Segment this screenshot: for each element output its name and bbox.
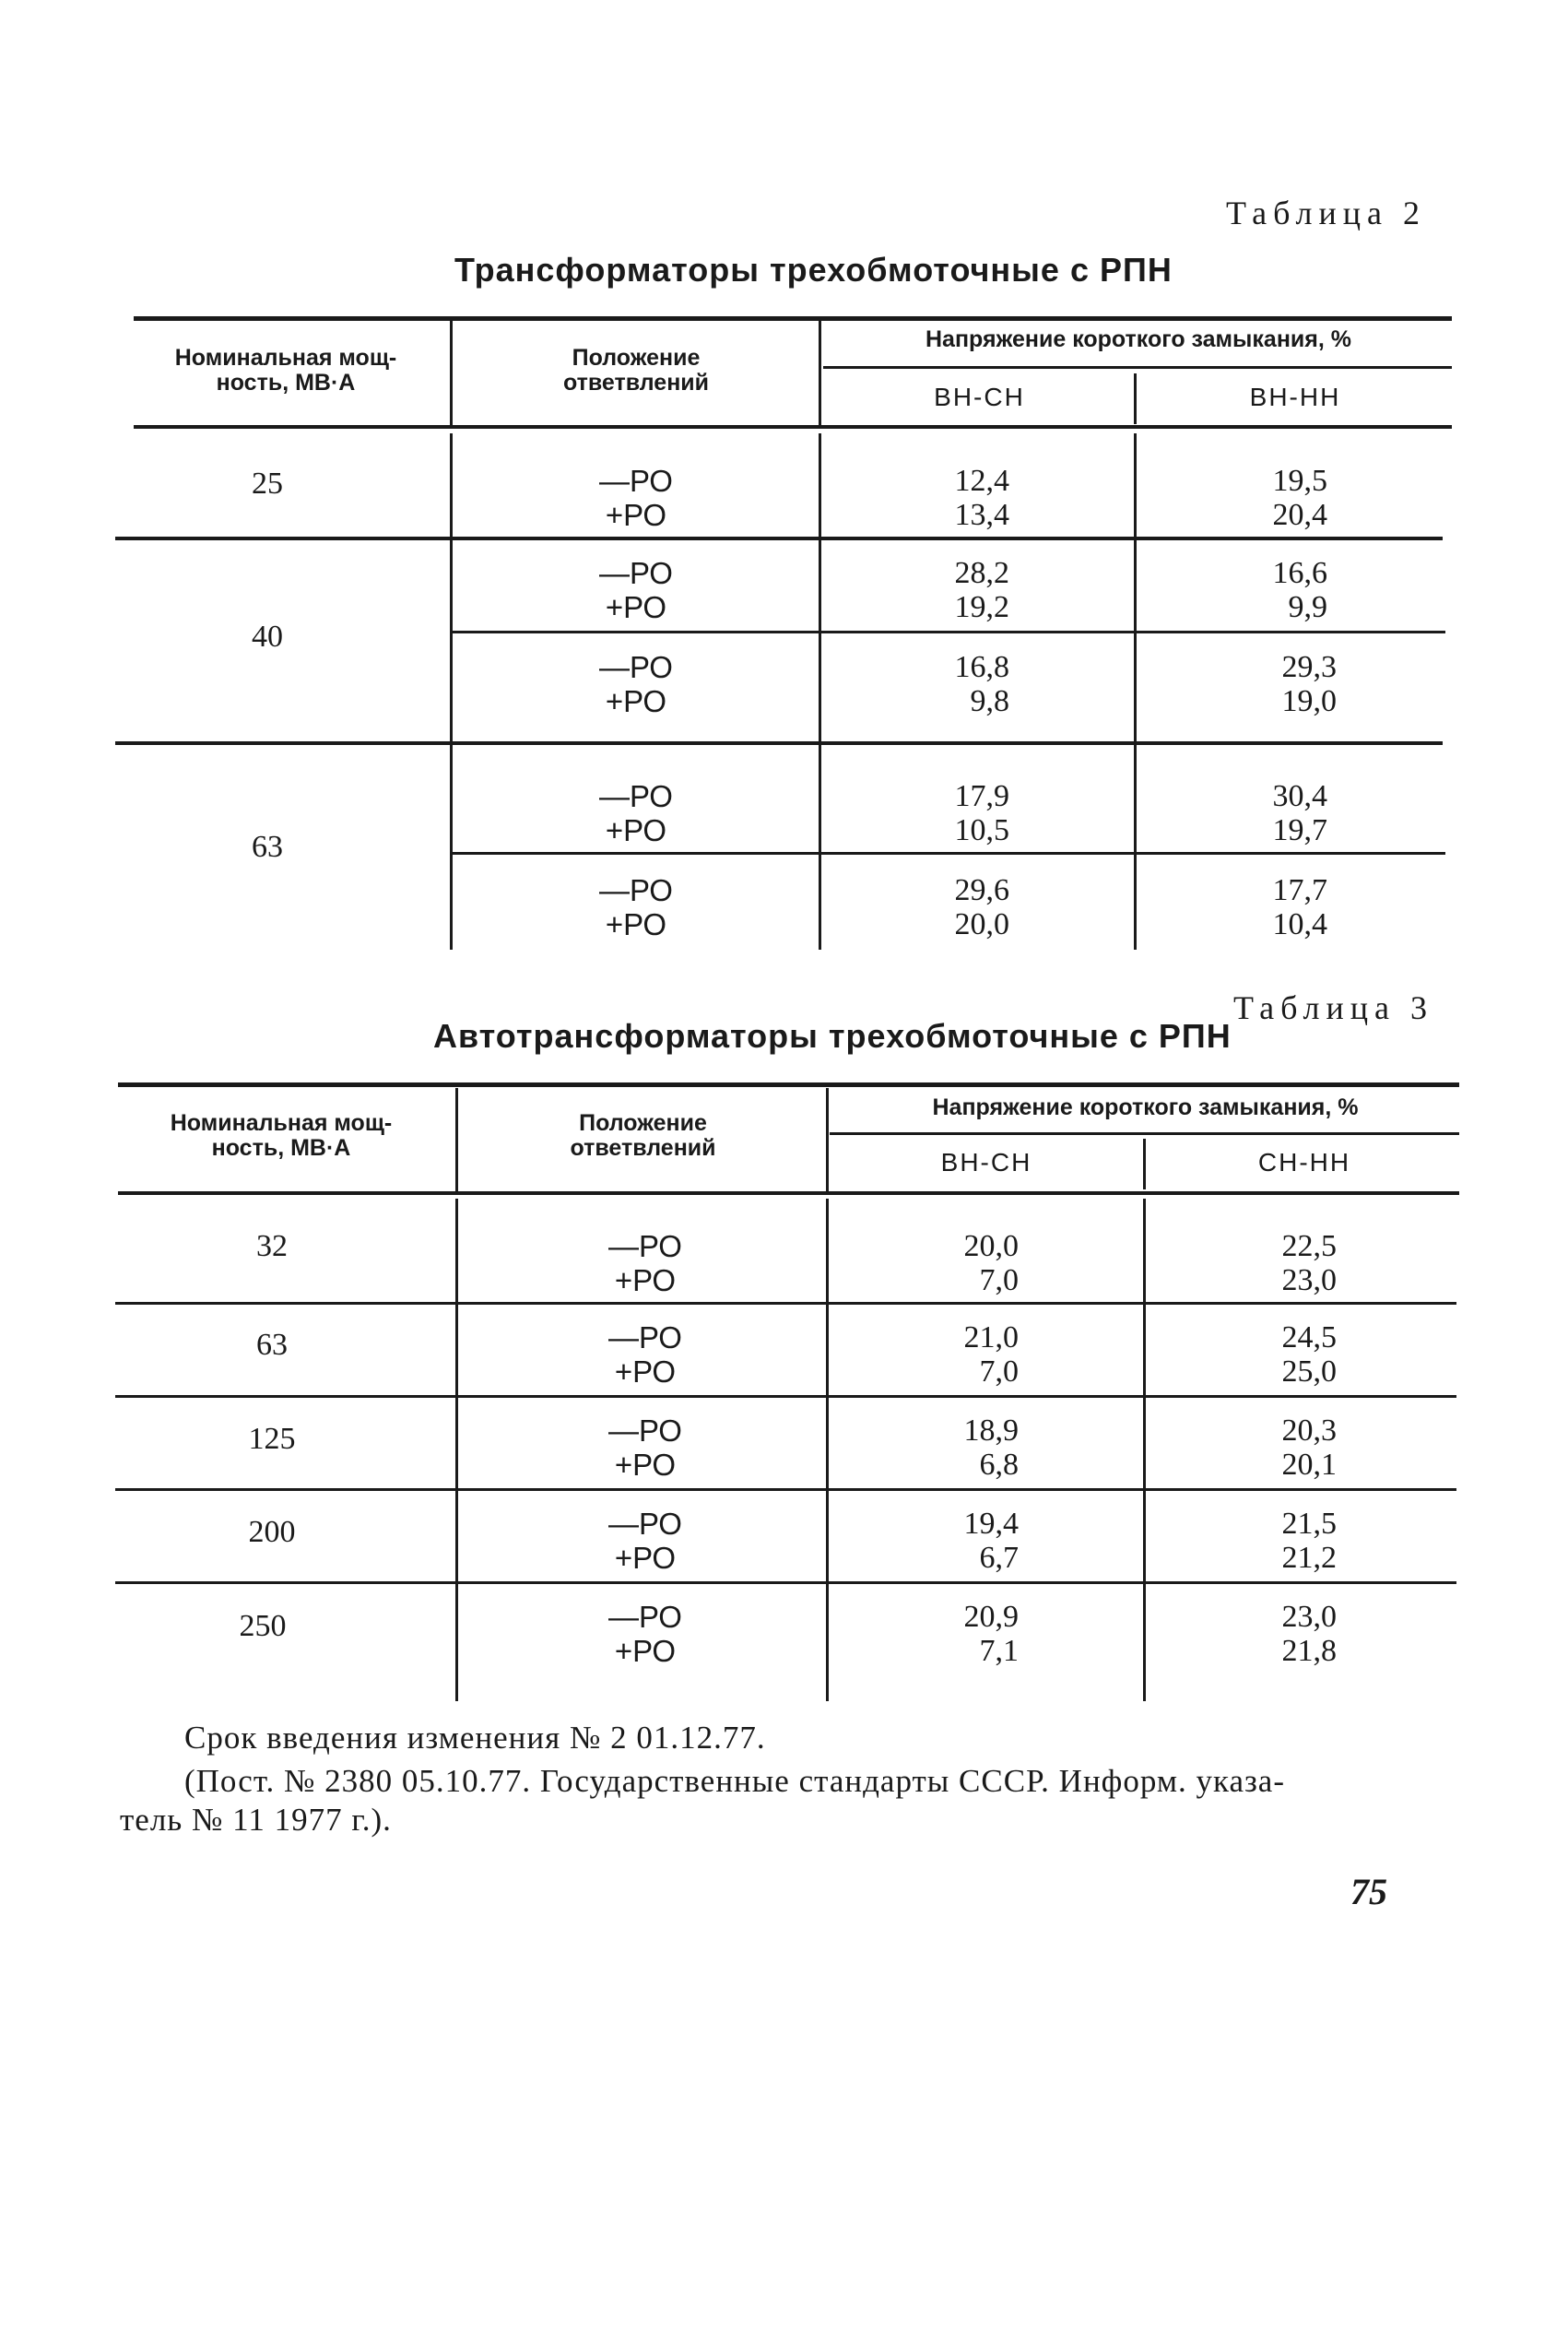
table3-cell-position: —РО +РО: [608, 1600, 682, 1668]
table2-cell-vn-sn: 16,8 9,8: [954, 650, 1009, 718]
table2-cell-position: —РО +РО: [599, 779, 673, 847]
table3-cell-power: 200: [248, 1515, 296, 1549]
table2-cell-vn-nn: 30,4 19,7: [1272, 779, 1327, 847]
table3-label: Таблица 3: [1233, 989, 1433, 1026]
table3-col-divider: [1143, 1139, 1146, 1189]
table2-row-rule: [450, 631, 1445, 633]
table2-header-position: Положение ответвлений: [562, 345, 710, 396]
table3-cell-position: —РО +РО: [608, 1229, 682, 1297]
table3-header-rule: [118, 1191, 1459, 1195]
table3-cell-position: —РО +РО: [608, 1507, 682, 1575]
table3-cell-power: 32: [256, 1229, 288, 1263]
table3-row-rule: [115, 1395, 1456, 1398]
table2-label: Таблица 2: [1226, 195, 1426, 231]
table3-cell-vn-sn: 21,0 7,0: [963, 1320, 1019, 1389]
table3-header-col1: ВН-СН: [940, 1148, 1032, 1177]
table2-cell-vn-nn: 16,6 9,9: [1272, 556, 1327, 624]
footnote-effective-date: Срок введения изменения № 2 01.12.77.: [184, 1720, 766, 1756]
table3-cell-sn-nn: 20,3 20,1: [1281, 1413, 1337, 1482]
table3-cell-sn-nn: 23,0 21,8: [1281, 1600, 1337, 1668]
table3-top-rule: [118, 1082, 1459, 1087]
table2-row-rule: [450, 852, 1445, 855]
table2-row-rule: [115, 741, 1443, 745]
table2-header-col2: ВН-НН: [1249, 383, 1341, 411]
table3-cell-power: 63: [256, 1328, 288, 1362]
table3-col-divider: [826, 1088, 829, 1191]
table2-top-rule: [134, 316, 1452, 321]
table2-cell-position: —РО +РО: [599, 464, 673, 532]
table3-cell-sn-nn: 22,5 23,0: [1281, 1229, 1337, 1297]
table3-col-divider: [826, 1199, 829, 1701]
table2-cell-power: 40: [252, 620, 283, 654]
table3-title: Автотрансформаторы трехобмоточные с РПН: [433, 1017, 1232, 1055]
table3-header-power: Номинальная мощ- ность, МВ·А: [170, 1110, 393, 1161]
table3-cell-power: 250: [239, 1609, 287, 1643]
table2-cell-vn-sn: 12,4 13,4: [954, 464, 1009, 532]
table2-cell-vn-sn: 29,6 20,0: [954, 873, 1009, 941]
table2-cell-vn-nn: 19,5 20,4: [1272, 464, 1327, 532]
footnote-source-continuation: тель № 11 1977 г.).: [120, 1802, 392, 1838]
table3-cell-vn-sn: 20,0 7,0: [963, 1229, 1019, 1297]
table3-row-rule: [115, 1488, 1456, 1491]
table2-header-col1: ВН-СН: [934, 383, 1025, 411]
table2-cell-position: —РО +РО: [599, 650, 673, 718]
table2-header-rule: [134, 425, 1452, 429]
table3-cell-vn-sn: 18,9 6,8: [963, 1413, 1019, 1482]
table3-header-col2: СН-НН: [1257, 1148, 1351, 1177]
table3-cell-sn-nn: 24,5 25,0: [1281, 1320, 1337, 1389]
table2-header-voltage: Напряжение короткого замыкания, %: [925, 326, 1351, 352]
table3-row-rule: [115, 1302, 1456, 1305]
footnote-source-line: (Пост. № 2380 05.10.77. Государственные стандарты СССР. Информ. указа-: [184, 1763, 1285, 1799]
table2-header-power: Номинальная мощ- ность, МВ·А: [174, 345, 397, 396]
table2-col-divider: [1134, 373, 1137, 424]
table3-col-divider: [455, 1088, 458, 1191]
table2-title: Трансформаторы трехобмоточные с РПН: [454, 251, 1173, 289]
table3-col-divider: [1143, 1199, 1146, 1701]
table2-cell-vn-nn: 29,3 19,0: [1281, 650, 1337, 718]
table2-cell-vn-nn: 17,7 10,4: [1272, 873, 1327, 941]
table2-cell-power: 63: [252, 830, 283, 864]
table2-col-divider: [1134, 433, 1137, 950]
table3-row-rule: [115, 1581, 1456, 1584]
table3-header-voltage: Напряжение короткого замыкания, %: [932, 1094, 1359, 1120]
table3-cell-position: —РО +РО: [608, 1413, 682, 1482]
table3-cell-vn-sn: 19,4 6,7: [963, 1507, 1019, 1575]
table2-col-divider: [819, 321, 821, 427]
table2-cell-vn-sn: 28,2 19,2: [954, 556, 1009, 624]
table2-col-divider: [450, 433, 453, 950]
table3-cell-power: 125: [248, 1422, 296, 1456]
table2-col-divider: [819, 433, 821, 950]
table3-cell-vn-sn: 20,9 7,1: [963, 1600, 1019, 1668]
table3-cell-sn-nn: 21,5 21,2: [1281, 1507, 1337, 1575]
table2-cell-vn-sn: 17,9 10,5: [954, 779, 1009, 847]
table3-subheader-rule: [830, 1132, 1459, 1135]
table2-cell-position: —РО +РО: [599, 556, 673, 624]
table2-col-divider: [450, 321, 453, 427]
table3-col-divider: [455, 1199, 458, 1701]
table2-cell-power: 25: [252, 467, 283, 501]
page-number: 75: [1350, 1871, 1387, 1912]
table3-cell-position: —РО +РО: [608, 1320, 682, 1389]
table2-cell-position: —РО +РО: [599, 873, 673, 941]
table3-header-position: Положение ответвлений: [570, 1110, 716, 1161]
table2-subheader-rule: [823, 366, 1452, 369]
table2-row-rule: [115, 537, 1443, 540]
